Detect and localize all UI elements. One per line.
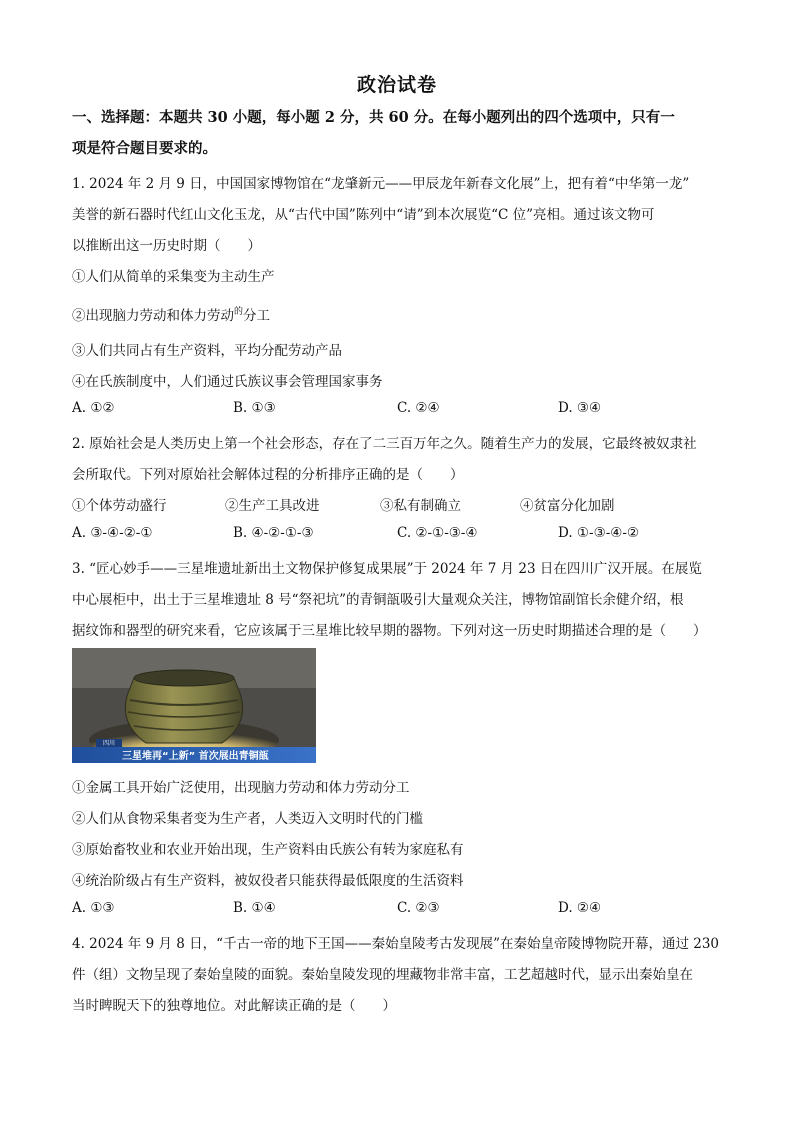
q1-statement-4: ④在氏族制度中，人们通过氏族议事会管理国家事务 bbox=[72, 374, 383, 390]
q1-statement-2-sup: 的 bbox=[234, 307, 244, 317]
q1-option-b[interactable]: B. ①③ bbox=[233, 400, 276, 416]
q4-stem-line-3: 当时睥睨天下的独尊地位。对此解读正确的是（ ） bbox=[72, 998, 396, 1014]
q3-option-d[interactable]: D. ②④ bbox=[558, 900, 602, 916]
q3-option-b[interactable]: B. ①④ bbox=[233, 900, 276, 916]
section-heading bbox=[72, 102, 724, 164]
q2-option-a[interactable]: A. ③-④-②-① bbox=[72, 525, 153, 541]
q4-stem-line-1: 4. 2024 年 9 月 8 日，“千古一帝的地下王国——秦始皇陵考古发现展”在秦始皇帝陵博物院开幕，通过 230 bbox=[72, 936, 720, 952]
q3-statement-3: ③原始畜牧业和农业开始出现，生产资料由氏族公有转为家庭私有 bbox=[72, 842, 464, 858]
q2-items bbox=[72, 494, 727, 514]
q2-item-1: ①个体劳动盛行 bbox=[72, 498, 167, 514]
bronze-vessel-photo bbox=[72, 648, 316, 763]
q1-stem-line-1: 1. 2024 年 2 月 9 日，中国国家博物馆在“龙肇新元——甲辰龙年新春文化展”上，把有着“中华第一龙” bbox=[72, 176, 690, 192]
q3-stem-line-1: 3. “匠心妙手——三星堆遗址新出土文物保护修复成果展”于 2024 年 7 月 23 日在四川广汉开展。在展览 bbox=[72, 561, 702, 577]
q1-option-a[interactable]: A. ①② bbox=[72, 400, 115, 416]
q2-stem-line-2: 会所取代。下列对原始社会解体过程的分析排序正确的是（ ） bbox=[72, 467, 464, 483]
q3-stem-line-3: 据纹饰和器型的研究来看，它应该属于三星堆比较早期的器物。下列对这一历史时期描述合理的是（ ） bbox=[72, 623, 707, 639]
q3-options bbox=[72, 900, 727, 920]
section-heading-line-1: 一、选择题：本题共 30 小题，每小题 2 分，共 60 分。在每小题列出的四个选项中，只有一 bbox=[72, 109, 675, 126]
q2-options bbox=[72, 525, 727, 545]
q3-statement-4: ④统治阶级占有生产资料，被奴役者只能获得最低限度的生活资料 bbox=[72, 873, 464, 889]
q1-statement-3: ③人们共同占有生产资料，平均分配劳动产品 bbox=[72, 343, 342, 359]
q1-option-d[interactable]: D. ③④ bbox=[558, 400, 602, 416]
q1-option-c[interactable]: C. ②④ bbox=[397, 400, 440, 416]
q2-stem-line-1: 2. 原始社会是人类历史上第一个社会形态，存在了二三百万年之久。随着生产力的发展，它最终被奴隶社 bbox=[72, 436, 697, 452]
q1-statement-2 bbox=[72, 304, 727, 324]
q3-statement-2: ②人们从食物采集者变为生产者，人类迈入文明时代的门槛 bbox=[72, 811, 423, 827]
q2-option-c[interactable]: C. ②-①-③-④ bbox=[397, 525, 478, 541]
q1-stem-line-2: 美誉的新石器时代红山文化玉龙，从“古代中国”陈列中“请”到本次展览“C 位”亮相。通过该文物可 bbox=[72, 207, 655, 223]
q2-item-2: ②生产工具改进 bbox=[225, 498, 320, 514]
q3-option-a[interactable]: A. ①③ bbox=[72, 900, 115, 916]
image-location-tag: 四川 bbox=[96, 739, 122, 748]
q3-stem-line-2: 中心展柜中，出土于三星堆遗址 8 号“祭祀坑”的青铜瓿吸引大量观众关注，博物馆副馆长余健介绍，根 bbox=[72, 592, 684, 608]
q3-option-c[interactable]: C. ②③ bbox=[397, 900, 440, 916]
q1-statement-2-tail: 分工 bbox=[243, 308, 271, 324]
q1-statement-2-text: ②出现脑力劳动和体力劳动 bbox=[72, 308, 234, 324]
q3-statement-1: ①金属工具开始广泛使用，出现脑力劳动和体力劳动分工 bbox=[72, 780, 410, 796]
q1-statement-1: ①人们从简单的采集变为主动生产 bbox=[72, 269, 275, 285]
image-caption: 三星堆再“上新” 首次展出青铜瓿 bbox=[122, 751, 269, 762]
q2-item-4: ④贫富分化加剧 bbox=[520, 498, 615, 514]
section-heading-line-2: 项是符合题目要求的。 bbox=[72, 140, 217, 157]
q2-option-d[interactable]: D. ①-③-④-② bbox=[558, 525, 640, 541]
q1-options bbox=[72, 400, 727, 420]
q4-stem-line-2: 件（组）文物呈现了秦始皇陵的面貌。秦始皇陵发现的埋藏物非常丰富，工艺超越时代，显示出秦始皇在 bbox=[72, 967, 693, 983]
q2-item-3: ③私有制确立 bbox=[380, 498, 461, 514]
q1-stem-line-3: 以推断出这一历史时期（ ） bbox=[72, 238, 261, 254]
page-title: 政治试卷 bbox=[356, 74, 437, 96]
q2-option-b[interactable]: B. ④-②-①-③ bbox=[233, 525, 314, 541]
